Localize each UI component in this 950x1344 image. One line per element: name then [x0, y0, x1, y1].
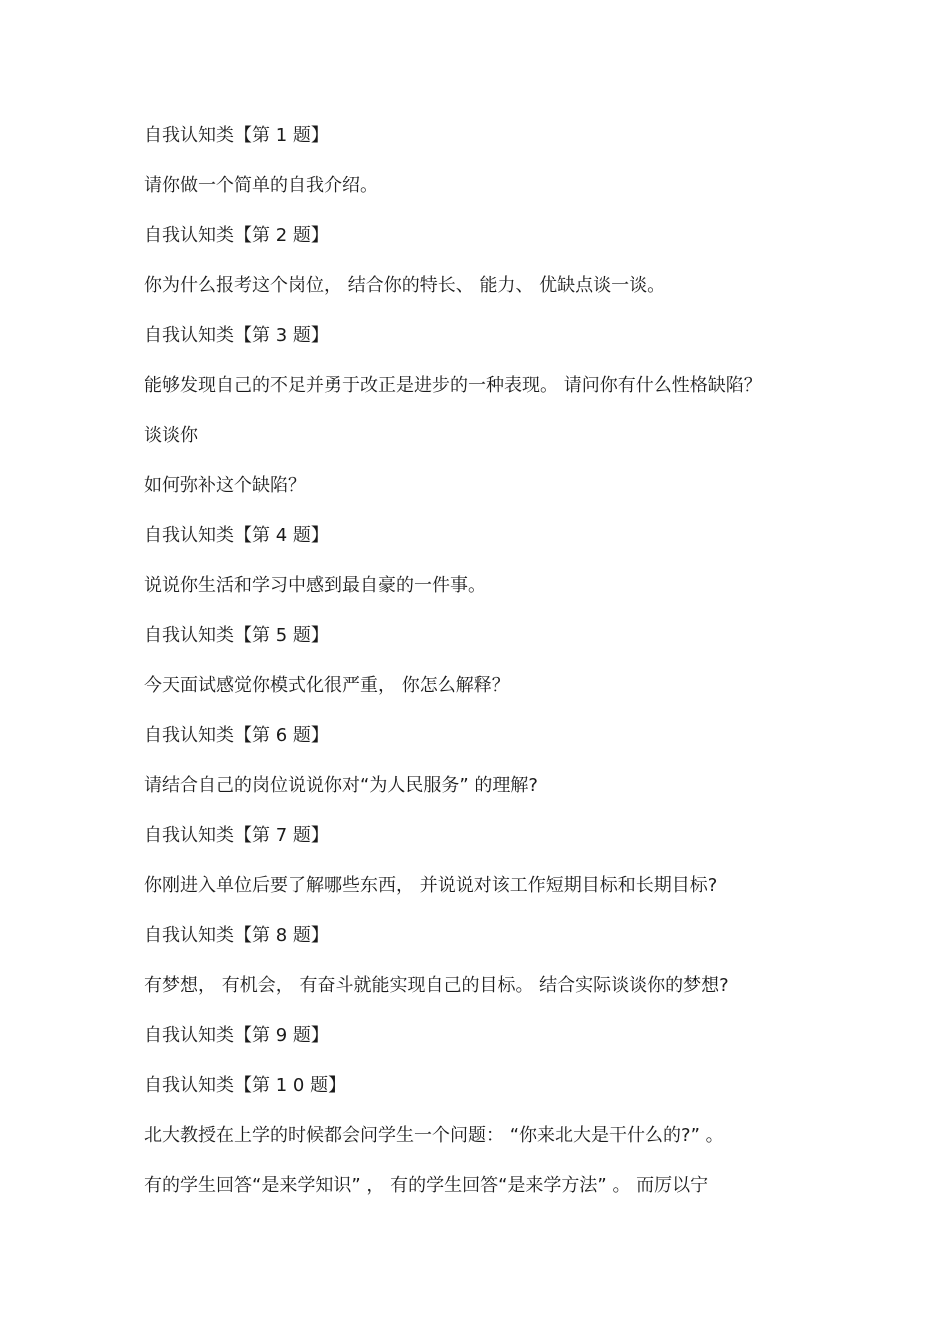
question-text: 说说你生活和学习中感到最自豪的一件事。: [144, 575, 486, 596]
question-text: 请你做一个简单的自我介绍。: [144, 175, 378, 196]
question-heading: 自我认知类【第 3 题】: [144, 325, 329, 346]
question-text: 有梦想， 有机会， 有奋斗就能实现自己的目标。 结合实际谈谈你的梦想?: [144, 975, 729, 996]
question-text: 今天面试感觉你模式化很严重， 你怎么解释？: [144, 675, 510, 696]
question-text: 如何弥补这个缺陷？: [144, 475, 306, 496]
question-text: 你刚进入单位后要了解哪些东西， 并说说对该工作短期目标和长期目标?: [144, 875, 718, 896]
question-heading: 自我认知类【第 2 题】: [144, 225, 329, 246]
question-heading: 自我认知类【第 9 题】: [144, 1025, 329, 1046]
question-heading: 自我认知类【第 4 题】: [144, 525, 329, 546]
question-heading: 自我认知类【第 5 题】: [144, 625, 329, 646]
question-text: 北大教授在上学的时候都会问学生一个问题： “你来北大是干什么的?” 。: [144, 1125, 724, 1146]
question-heading: 自我认知类【第 1 题】: [144, 125, 329, 146]
question-heading: 自我认知类【第 8 题】: [144, 925, 329, 946]
question-text: 能够发现自己的不足并勇于改正是进步的一种表现。 请问你有什么性格缺陷？: [144, 375, 762, 396]
question-text: 你为什么报考这个岗位， 结合你的特长、 能力、 优缺点谈一谈。: [144, 275, 666, 296]
question-heading: 自我认知类【第 7 题】: [144, 825, 329, 846]
question-text: 有的学生回答“是来学知识” ， 有的学生回答“是来学方法” 。 而厉以宁: [144, 1175, 709, 1196]
question-text: 请结合自己的岗位说说你对“为人民服务” 的理解?: [144, 775, 538, 796]
question-heading: 自我认知类【第 6 题】: [144, 725, 329, 746]
question-heading: 自我认知类【第 1 0 题】: [144, 1075, 347, 1096]
question-text: 谈谈你: [144, 425, 198, 446]
document-body: [144, 122, 834, 1222]
